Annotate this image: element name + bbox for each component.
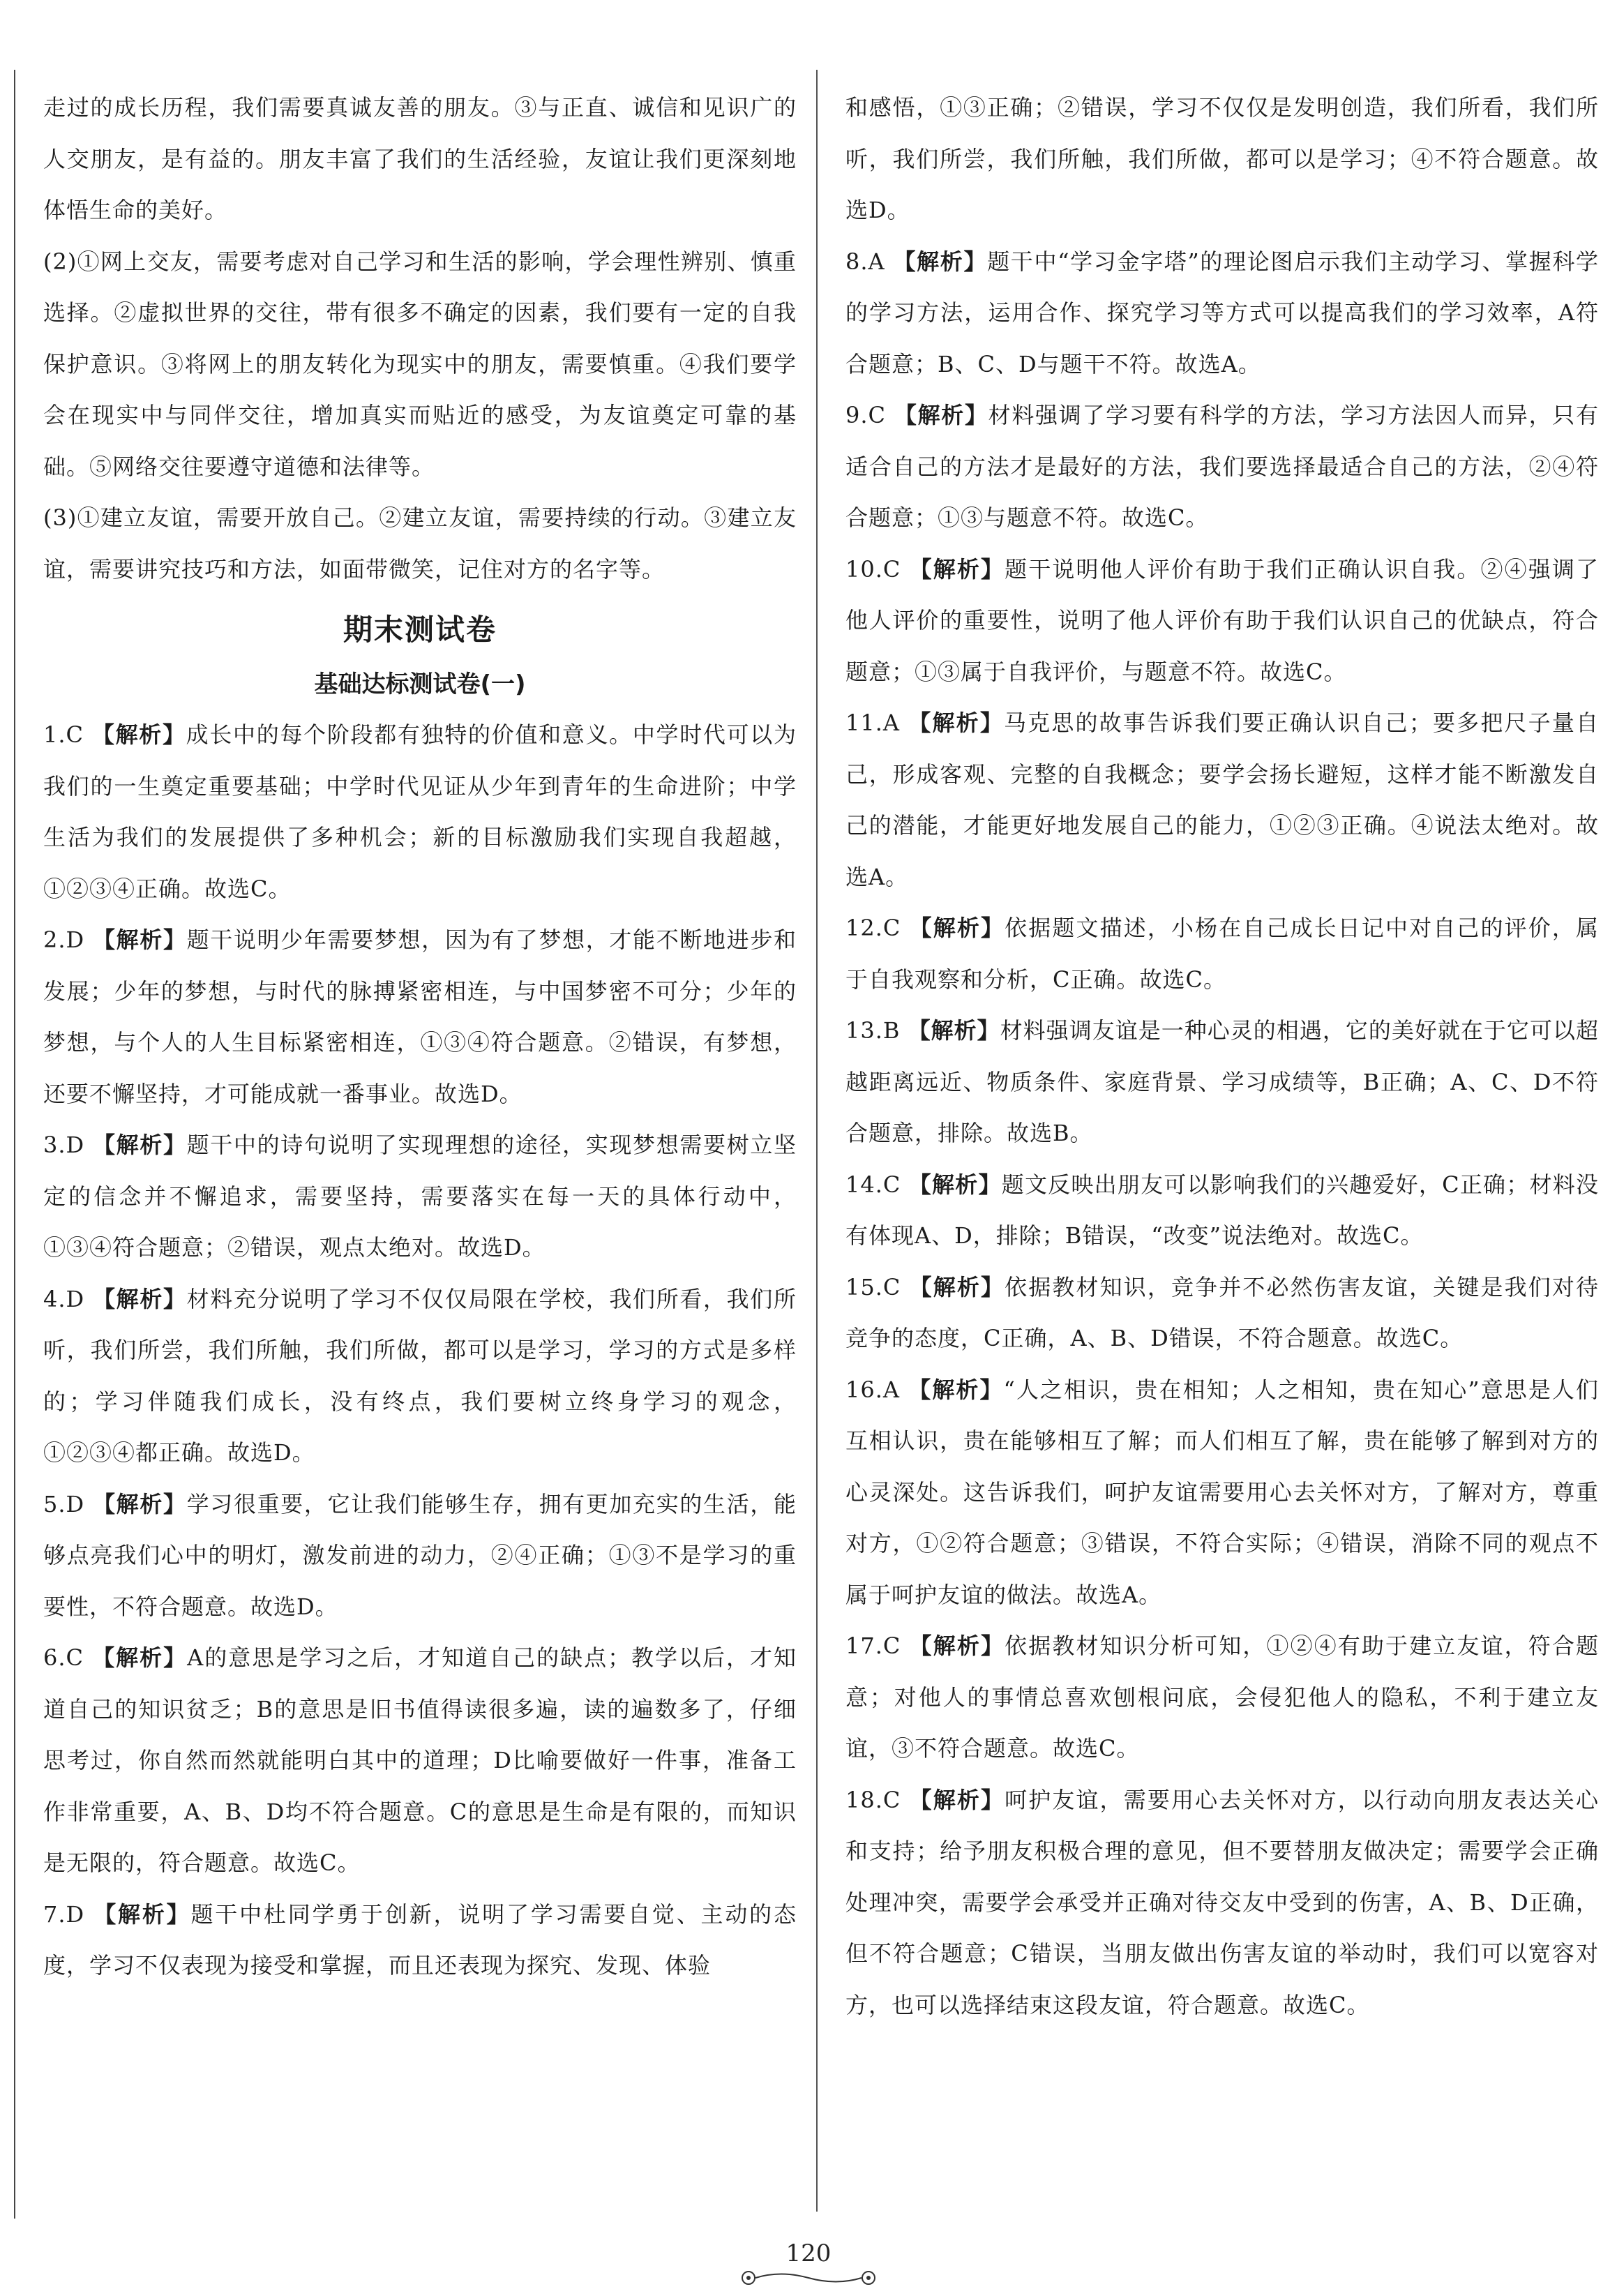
answer-number: 1.C (43, 721, 84, 748)
column-divider (816, 70, 818, 2212)
answer-item (43, 1889, 797, 1992)
analysis-tag: 【解析】 (93, 926, 187, 953)
analysis-tag: 【解析】 (908, 1376, 1004, 1403)
answer-number: 7.D (43, 1900, 85, 1928)
page-footer (0, 2239, 1617, 2288)
answer-text: 材料强调友谊是一种心灵的相遇，它的美好就在于它可以超越距离远近、物质条件、家庭背景、学习成绩等，B正确；A、C、D不符合题意，排除。故选B。 (845, 1017, 1599, 1146)
answer-text: “人之相识，贵在相知；人之相知，贵在知心”意思是人们互相认识，贵在能够相互了解；而人们相互了解，贵在能够了解到对方的心灵深处。这告诉我们，呵护友谊需要用心去关怀对方，了解对方，尊重对方，①②符合题意；③错误，不符合实际；④错误，消除不同的观点不属于呵护友谊的做法。故选A。 (845, 1376, 1599, 1608)
answer-item (845, 1160, 1599, 1262)
analysis-tag: 【解析】 (93, 1285, 187, 1312)
intro-paragraph-3: (3)①建立友谊，需要开放自己。②建立友谊，需要持续的行动。③建立友谊，需要讲究技巧和方法，如面带微笑，记住对方的名字等。 (43, 504, 797, 583)
right-answer-list (845, 237, 1599, 2032)
answer-text: 学习很重要，它让我们能够生存，拥有更加充实的生活，能够点亮我们心中的明灯，激发前进的动力，②④正确；①③不是学习的重要性，不符合题意。故选D。 (43, 1490, 797, 1620)
answer-text: 题干说明少年需要梦想，因为有了梦想，才能不断地进步和发展；少年的梦想，与时代的脉搏紧密相连，与中国梦密不可分；少年的梦想，与个人的人生目标紧密相连，①③④符合题意。②错误，有梦想，还要不懈坚持，才可能成就一番事业。故选D。 (43, 926, 797, 1107)
answer-item (43, 710, 797, 915)
answer-number: 8.A (845, 248, 885, 275)
answer-item (43, 1633, 797, 1889)
answer-number: 16.A (845, 1376, 900, 1403)
answer-number: 9.C (845, 402, 887, 428)
section-title: 期末测试卷 (343, 613, 497, 647)
section-subtitle: 基础达标测试卷(一) (314, 670, 526, 698)
left-answer-list (43, 710, 797, 1992)
right-column (845, 82, 1599, 2031)
answer-number: 3.D (43, 1132, 85, 1158)
answer-item (845, 1775, 1599, 2032)
analysis-tag: 【解析】 (908, 1171, 1002, 1198)
analysis-tag: 【解析】 (909, 1633, 1005, 1659)
answer-number: 17.C (845, 1633, 901, 1659)
page-number: 120 (785, 2239, 832, 2267)
answer-number: 11.A (845, 710, 900, 736)
analysis-tag: 【解析】 (91, 721, 186, 748)
answer-item (43, 915, 797, 1120)
answer-number: 12.C (845, 915, 901, 941)
analysis-tag: 【解析】 (908, 710, 1005, 736)
answer-text: 题干中杜同学勇于创新，说明了学习需要自觉、主动的态度，学习不仅表现为接受和掌握，而且还表现为探究、发现、体验 (43, 1900, 797, 1979)
answer-number: 6.C (43, 1644, 84, 1671)
answer-text: 马克思的故事告诉我们要正确认识自己；要多把尺子量自己，形成客观、完整的自我概念；要学会扬长避短，这样才能不断激发自己的潜能，才能更好地发展自己的能力，①②③正确。④说法太绝对。故选A。 (845, 710, 1599, 890)
answer-item (43, 1274, 797, 1479)
answer-text: 依据教材知识分析可知，①②④有助于建立友谊，符合题意；对他人的事情总喜欢刨根问底，会侵犯他人的隐私，不利于建立友谊，③不符合题意。故选C。 (845, 1633, 1599, 1762)
answer-text: 成长中的每个阶段都有独特的价值和意义。中学时代可以为我们的一生奠定重要基础；中学时代见证从少年到青年的生命进阶；中学生活为我们的发展提供了多种机会；新的目标激励我们实现自我超越，①②③④正确。故选C。 (43, 721, 797, 902)
analysis-tag: 【解析】 (92, 1644, 188, 1671)
left-column (43, 82, 797, 1992)
intro-paragraph-2: (2)①网上交友，需要考虑对自己学习和生活的影响，学会理性辨别、慎重选择。②虚拟世界的交往，带有很多不确定的因素，我们要有一定的自我保护意识。③将网上的朋友转化为现实中的朋友，需要慎重。④我们要学会在现实中与同伴交往，增加真实而贴近的感受，为友谊奠定可靠的基础。⑤网络交往要遵守道德和法律等。 (43, 248, 797, 480)
answer-number: 5.D (43, 1490, 85, 1517)
answer-item (845, 390, 1599, 544)
answer-number: 4.D (43, 1285, 85, 1312)
answer-item (43, 1120, 797, 1274)
answer-text: 题干说明他人评价有助于我们正确认识自我。②④强调了他人评价的重要性，说明了他人评价有助于我们认识自己的优缺点，符合题意；①③属于自我评价，与题意不符。故选C。 (845, 555, 1599, 685)
answer-item (845, 903, 1599, 1005)
analysis-tag: 【解析】 (93, 1900, 191, 1928)
answer-number: 18.C (845, 1786, 901, 1813)
analysis-tag: 【解析】 (93, 1490, 187, 1517)
analysis-tag: 【解析】 (909, 915, 1005, 941)
answer-item (845, 1005, 1599, 1160)
continuation-paragraph: 和感悟，①③正确；②错误，学习不仅仅是发明创造，我们所看，我们所听，我们所尝，我们所触，我们所做，都可以是学习；④不符合题意。故选D。 (845, 94, 1599, 223)
answer-item (845, 1365, 1599, 1621)
answer-item (845, 237, 1599, 391)
answer-number: 13.B (845, 1017, 901, 1044)
answer-item (845, 1621, 1599, 1775)
analysis-tag: 【解析】 (908, 1017, 1000, 1044)
answer-text: 题干中的诗句说明了实现理想的途径，实现梦想需要树立坚定的信念并不懈追求，需要坚持，需要落实在每一天的具体行动中，①③④符合题意；②错误，观点太绝对。故选D。 (43, 1132, 797, 1261)
ornament-icon (739, 2267, 878, 2288)
analysis-tag: 【解析】 (93, 1132, 187, 1158)
answer-text: 题文反映出朋友可以影响我们的兴趣爱好，C正确；材料没有体现A、D，排除；B错误，“改变”说法绝对。故选C。 (845, 1171, 1599, 1249)
analysis-tag: 【解析】 (893, 248, 988, 275)
answer-text: 材料充分说明了学习不仅仅局限在学校，我们所看，我们所听，我们所尝，我们所触，我们所做，都可以是学习，学习的方式是多样的；学习伴随我们成长，没有终点，我们要树立终身学习的观念，①②③④都正确。故选D。 (43, 1285, 797, 1466)
answer-text: 依据教材知识，竞争并不必然伤害友谊，关键是我们对待竞争的态度，C正确，A、B、D错误，不符合题意。故选C。 (845, 1273, 1599, 1351)
analysis-tag: 【解析】 (909, 555, 1005, 583)
answer-item (845, 544, 1599, 698)
analysis-tag: 【解析】 (909, 1273, 1005, 1300)
answer-item (845, 698, 1599, 903)
analysis-tag: 【解析】 (909, 1786, 1005, 1813)
analysis-tag: 【解析】 (894, 402, 988, 428)
answer-text: 题干中“学习金字塔”的理论图启示我们主动学习、掌握科学的学习方法，运用合作、探究学习等方式可以提高我们的学习效率，A符合题意；B、C、D与题干不符。故选A。 (845, 248, 1599, 377)
answer-text: A的意思是学习之后，才知道自己的缺点；教学以后，才知道自己的知识贫乏；B的意思是旧书值得读很多遍，读的遍数多了，仔细思考过，你自然而然就能明白其中的道理；D比喻要做好一件事，准备工作非常重要，A、B、D均不符合题意。C的意思是生命是有限的，而知识是无限的，符合题意。故选C。 (43, 1644, 797, 1876)
answer-item (43, 1479, 797, 1633)
answer-number: 2.D (43, 926, 85, 953)
answer-number: 15.C (845, 1273, 901, 1300)
answer-text: 依据题文描述，小杨在自己成长日记中对自己的评价，属于自我观察和分析，C正确。故选C。 (845, 915, 1599, 993)
answer-number: 10.C (845, 555, 901, 583)
answer-text: 呵护友谊，需要用心去关怀对方，以行动向朋友表达关心和支持；给予朋友积极合理的意见，但不要替朋友做决定；需要学会正确处理冲突，需要学会承受并正确对待交友中受到的伤害，A、B、D正确，但不符合题意；C错误，当朋友做出伤害友谊的举动时，我们可以宽容对方，也可以选择结束这段友谊，符合题意。故选C。 (845, 1786, 1599, 2018)
answer-item (845, 1262, 1599, 1365)
intro-paragraph-1: 走过的成长历程，我们需要真诚友善的朋友。③与正直、诚信和见识广的人交朋友，是有益的。朋友丰富了我们的生活经验，友谊让我们更深刻地体悟生命的美好。 (43, 94, 797, 223)
answer-text: 材料强调了学习要有科学的方法，学习方法因人而异，只有适合自己的方法才是最好的方法，我们要选择最适合自己的方法，②④符合题意；①③与题意不符。故选C。 (845, 402, 1599, 531)
answer-number: 14.C (845, 1171, 901, 1198)
left-margin-rule (14, 70, 15, 2219)
